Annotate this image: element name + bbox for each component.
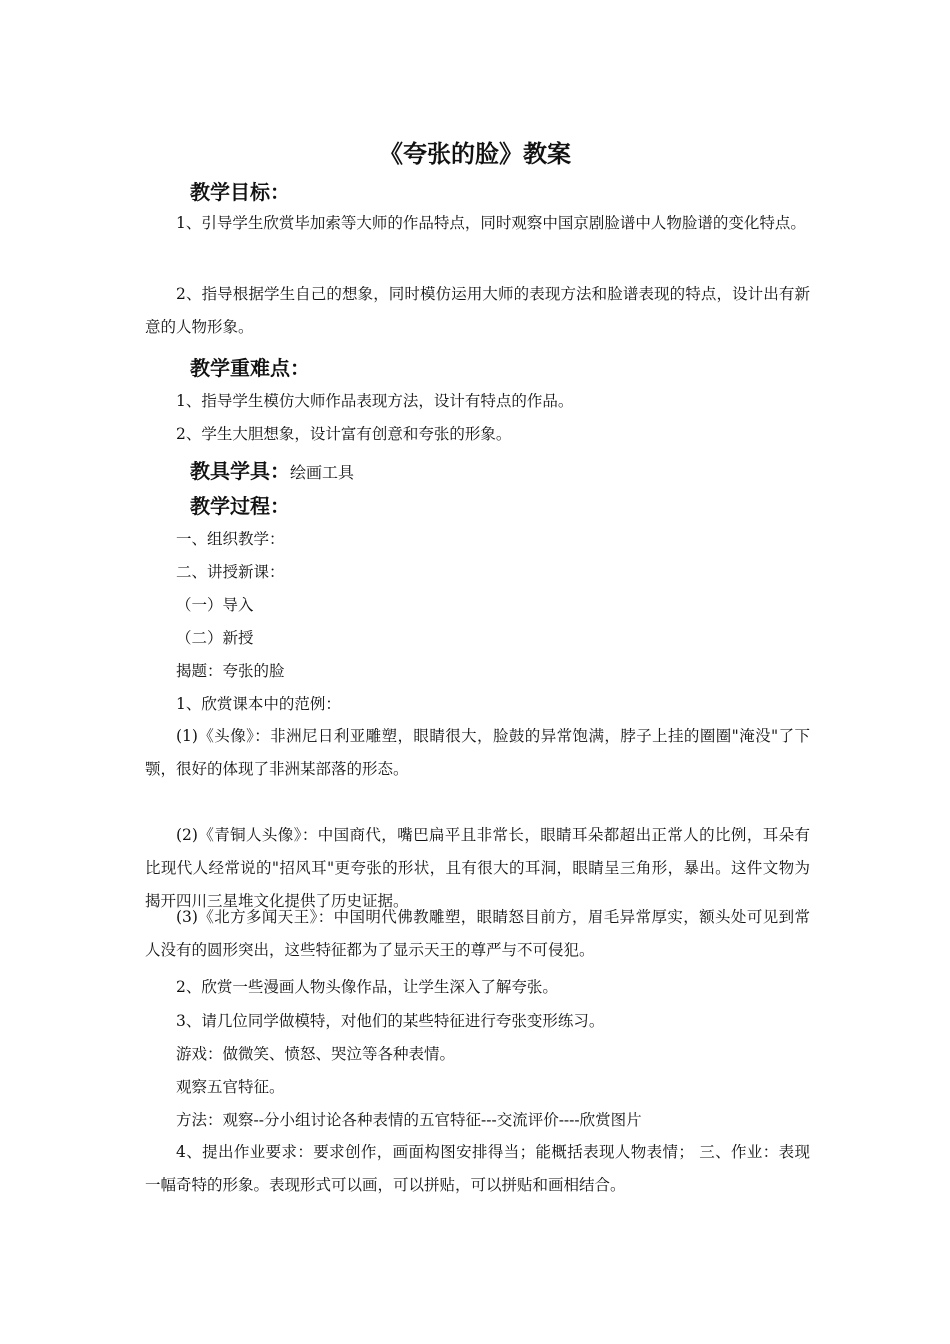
cartoon-appreciation: 2、欣赏一些漫画人物头像作品，让学生深入了解夸张。 (176, 978, 558, 996)
appreciate-examples: 1、欣赏课本中的范例： (176, 695, 341, 713)
tools-text: 绘画工具 (290, 463, 355, 482)
example-3: (3)《北方多闻天王》：中国明代佛教雕塑，眼睛怒目前方，眉毛异常厚实，额头处可见到常人没有的圆形突出，这些特征都为了显示天王的尊严与不可侵犯。 (145, 908, 810, 959)
game-expression: 游戏：做微笑、愤怒、哭泣等各种表情。 (176, 1045, 456, 1063)
key-points-heading: 教学重难点： (190, 356, 310, 380)
process-sub-2: （二）新授 (176, 629, 254, 647)
key-point-2: 2、学生大胆想象，设计富有创意和夸张的形象。 (176, 425, 512, 443)
tools-heading (190, 455, 354, 484)
process-sub-1: （一）导入 (176, 596, 254, 614)
process-step-1: 一、组织教学： (176, 530, 285, 548)
model-exercise: 3、请几位同学做模特，对他们的某些特征进行夸张变形练习。 (176, 1012, 605, 1030)
observe-features: 观察五官特征。 (176, 1078, 285, 1096)
example-1: (1)《头像》：非洲尼日利亚雕塑，眼睛很大，脸鼓的异常饱满，脖子上挂的圈圈"淹没"了下颚，很好的体现了非洲某部落的形态。 (145, 727, 810, 778)
method-line: 方法：观察--分小组讨论各种表情的五官特征---交流评价----欣赏图片 (176, 1111, 642, 1129)
goal-item-1: 1、引导学生欣赏毕加索等大师的作品特点，同时观察中国京剧脸谱中人物脸谱的变化特点。 (176, 214, 806, 232)
key-point-1: 1、指导学生模仿大师作品表现方法，设计有特点的作品。 (176, 392, 574, 410)
homework-requirements: 4、提出作业要求：要求创作，画面构图安排得当；能概括表现人物表情； 三、作业：表现一幅奇特的形象。表现形式可以画，可以拼贴，可以拼贴和画相结合。 (145, 1143, 810, 1194)
example-2: (2)《青铜人头像》：中国商代，嘴巴扁平且非常长，眼睛耳朵都超出正常人的比例，耳朵有比现代人经常说的"招风耳"更夸张的形状，且有很大的耳洞，眼睛呈三角形，暴出。这件文物为揭开四川三星堆文化提供了历史证据。 (145, 826, 810, 910)
goal-item-2: 2、指导根据学生自己的想象，同时模仿运用大师的表现方法和脸谱表现的特点，设计出有新意的人物形象。 (145, 285, 810, 336)
tools-heading-label: 教具学具： (190, 459, 290, 483)
process-topic: 揭题：夸张的脸 (176, 662, 285, 680)
document-title: 《夸张的脸》教案 (379, 140, 571, 168)
process-step-2: 二、讲授新课： (176, 563, 285, 581)
goals-heading: 教学目标： (190, 180, 290, 204)
process-heading: 教学过程： (190, 494, 290, 518)
